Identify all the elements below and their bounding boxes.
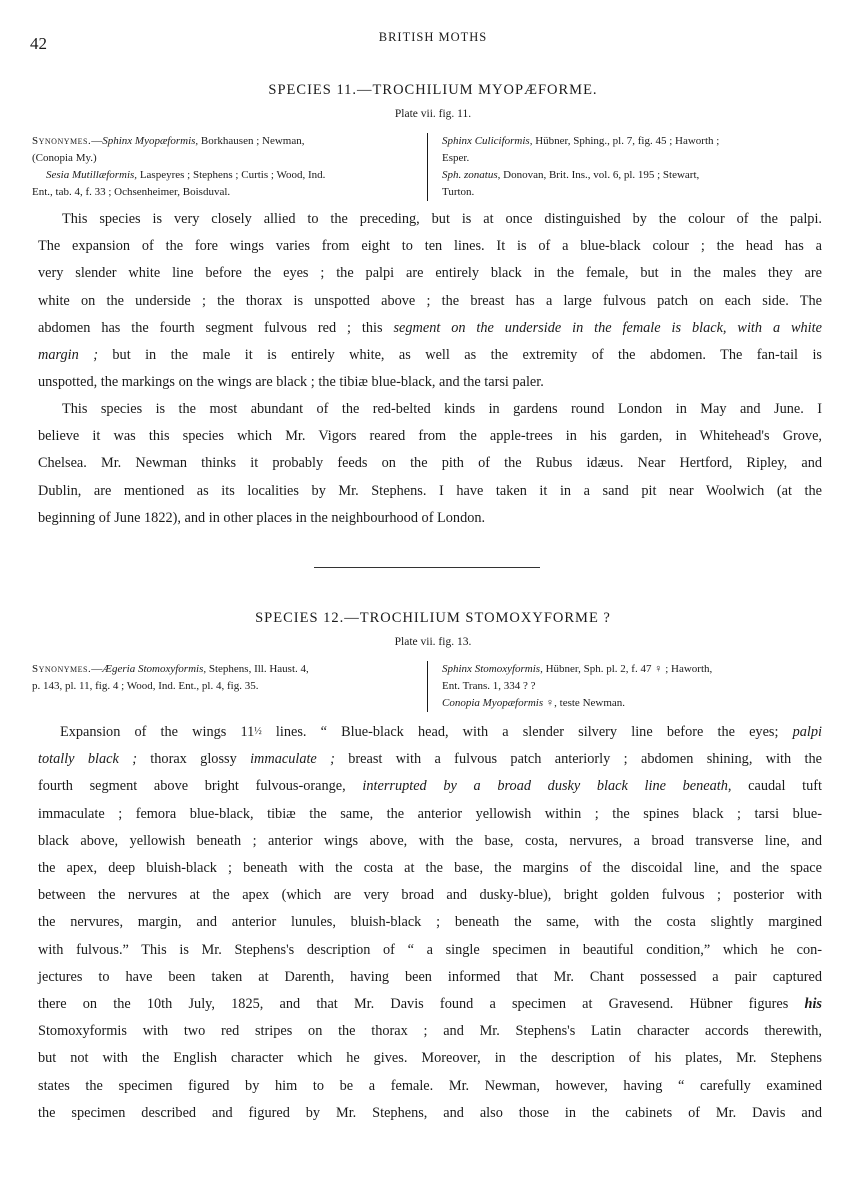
synonym-authors: Stephens, Ill. Haust. 4,: [206, 663, 309, 675]
synonym-name: Sesia Mutillæformis,: [46, 169, 138, 181]
text-line: black above, yellowish beneath ; anterior wings above, with the base, costa, nervures, a broad transverse line, and: [38, 832, 822, 849]
text-run: breast with a fulvous patch anteriorly ; abdomen shining, with the: [334, 751, 822, 768]
text-line: the specimen described and figured by Mr. Stephens, and also those in the cabinets of Mr. Davis and: [38, 1104, 822, 1121]
italic-run: interrupted by a broad dusky black line beneath,: [362, 778, 732, 795]
text-line: immaculate ; femora blue-black, tibiæ the same, the anterior yellowish within ; the spines black ; tarsi blue-: [38, 805, 822, 822]
synonym-authors: Hübner, Sphing., pl. 7, fig. 45 ; Haworth ;: [532, 135, 720, 147]
page-number: 42: [30, 34, 47, 53]
species-11-synonyms-right: [427, 133, 842, 201]
text-run: Expansion of the wings 11: [60, 724, 255, 740]
italic-run: immaculate ;: [250, 751, 335, 768]
text-run: but in the male it is entirely white, as well as the extremity of the abdomen. The fan-tail is: [97, 347, 822, 364]
text-line: beginning of June 1822), and in other places in the neighbourhood of London.: [38, 509, 486, 526]
fraction: ½: [254, 726, 262, 737]
synonym-line: Ent. Trans. 1, 334 ? ?: [442, 680, 536, 692]
text-run: fourth segment above bright fulvous-orange,: [38, 778, 363, 795]
text-line: This species is the most abundant of the red-belted kinds in gardens round London in May and June. I: [62, 401, 822, 417]
text-line: Dublin, are mentioned as its localities by Mr. Stephens. I have taken it in a sand pit near Woolwich (at the: [38, 482, 822, 499]
species-11-habitat: [38, 396, 822, 532]
species-12-description: [38, 718, 822, 1127]
synonym-line: [32, 661, 416, 678]
text-line: but not with the English character which he gives. Moreover, in the description of his plates, Mr. Stephens: [38, 1050, 822, 1067]
species-11-synonyms-left: [32, 133, 416, 201]
synonym-authors: Donovan, Brit. Ins., vol. 6, pl. 195 ; Stewart,: [500, 169, 700, 181]
text-line: The expansion of the fore wings varies from eight to ten lines. It is of a blue-black colour ; the head has a: [38, 238, 822, 255]
text-line: [38, 991, 822, 1018]
synonym-authors: Borkhausen ; Newman,: [198, 135, 305, 147]
italic-run: his: [788, 996, 822, 1013]
text-line: This species is very closely allied to the preceding, but is at once distinguished by the colour of the palpi.: [62, 211, 822, 227]
italic-run: segment on the underside in the female is black, with a white: [393, 319, 822, 336]
text-line: between the nervures at the apex (which are very broad and dusky-blue), bright golden fulvous ; posterior with: [38, 887, 822, 904]
species-12-title: SPECIES 12.—TROCHILIUM STOMOXYFORME ?: [255, 610, 611, 626]
synonym-line: (Conopia My.): [32, 152, 97, 164]
synonym-name: Sph. zonatus,: [442, 169, 501, 181]
text-line: [38, 773, 822, 800]
text-line: very slender white line before the eyes ; the palpi are entirely black in the female, but in the males they are: [38, 265, 822, 282]
species-12-plate: Plate vii. fig. 13.: [394, 636, 472, 648]
synonym-authors: Laspeyres ; Stephens ; Curtis ; Wood, Ind.: [137, 169, 326, 181]
text-line: [38, 342, 822, 369]
synonym-dash: —: [91, 663, 103, 675]
synonym-name: Sphinx Stomoxyformis,: [442, 663, 543, 675]
synonym-line: [442, 661, 842, 678]
species-11-title: SPECIES 11.—TROCHILIUM MYOPÆFORME.: [268, 82, 598, 98]
synonym-line: Ent., tab. 4, f. 33 ; Ochsenheimer, Boisduval.: [32, 186, 231, 198]
synonym-line: [32, 167, 416, 184]
text-run: abdomen has the fourth segment fulvous red ; this: [38, 319, 394, 336]
synonym-dash: —: [91, 135, 103, 147]
synonym-name: Sphinx Culiciformis,: [442, 135, 533, 147]
text-run: caudal tuft: [731, 778, 822, 795]
text-line: the nervures, margin, and anterior lunules, bluish-black ; beneath the same, with the costa slightly margined: [38, 914, 822, 931]
text-run: there on the 10th July, 1825, and that Mr. Davis found a specimen at Gravesend. Hübner figures: [38, 996, 789, 1013]
synonym-line: Esper.: [442, 152, 470, 164]
species-12-synonyms-right: [427, 661, 842, 712]
synonym-authors: Hübner, Sph. pl. 2, f. 47 ♀ ; Haworth,: [542, 663, 713, 675]
synonym-line: [32, 133, 416, 150]
synonym-line: [442, 133, 842, 150]
italic-run: palpi: [792, 724, 822, 740]
text-line: [38, 718, 822, 746]
species-11-description: [38, 206, 822, 396]
italic-run: totally black ;: [38, 751, 137, 768]
text-line: unspotted, the markings on the wings are black ; the tibiæ blue-black, and the tarsi paler.: [38, 374, 544, 391]
synonym-line: Turton.: [442, 186, 475, 198]
synonym-line: [442, 695, 842, 712]
running-title: BRITISH MOTHS: [378, 30, 488, 44]
text-line: the apex, deep bluish-black ; beneath with the costa at the base, the margins of the discoidal line, and the space: [38, 860, 822, 877]
synonym-line: [442, 167, 842, 184]
synonym-name: Ægeria Stomoxyformis,: [102, 663, 207, 675]
section-divider: [314, 567, 540, 568]
text-line: with fulvous.” This is Mr. Stephens's description of “ a single specimen in beautiful condition,” which he con-: [38, 941, 822, 958]
italic-run: margin ;: [38, 347, 98, 364]
text-line: states the specimen figured by him to be a female. Mr. Newman, however, having “ carefully examined: [38, 1077, 822, 1094]
text-line: [38, 746, 822, 773]
synonyms-label: Synonymes.: [32, 135, 92, 147]
text-line: jectures to have been taken at Darenth, having been informed that Mr. Chant possessed a pair captured: [38, 968, 822, 985]
species-11-plate: Plate vii. fig. 11.: [394, 108, 472, 120]
synonyms-label: Synonymes.: [32, 663, 92, 675]
synonym-name: Conopia Myopæformis: [442, 697, 544, 709]
text-run: lines. “ Blue-black head, with a slender silvery line before the eyes;: [261, 724, 793, 740]
species-12-synonyms-left: [32, 661, 416, 695]
synonym-line: p. 143, pl. 11, fig. 4 ; Wood, Ind. Ent., pl. 4, fig. 35.: [32, 680, 259, 692]
text-line: Chelsea. Mr. Newman thinks it probably feeds on the pith of the Rubus idæus. Near Hertford, Ripley, and: [38, 455, 822, 472]
text-line: Stomoxyformis with two red stripes on the thorax ; and Mr. Stephens's Latin character accords therewith,: [38, 1023, 822, 1040]
text-line: [38, 315, 822, 342]
text-line: believe it was this species which Mr. Vigors reared from the apple-trees in his garden, in Whitehead's Grove,: [38, 428, 822, 445]
synonym-name: Sphinx Myopæformis,: [102, 135, 199, 147]
text-run: thorax glossy: [136, 751, 251, 768]
synonym-authors: ♀, teste Newman.: [543, 697, 626, 709]
text-line: white on the underside ; the thorax is unspotted above ; the breast has a large fulvous patch on each side. The: [38, 292, 822, 309]
